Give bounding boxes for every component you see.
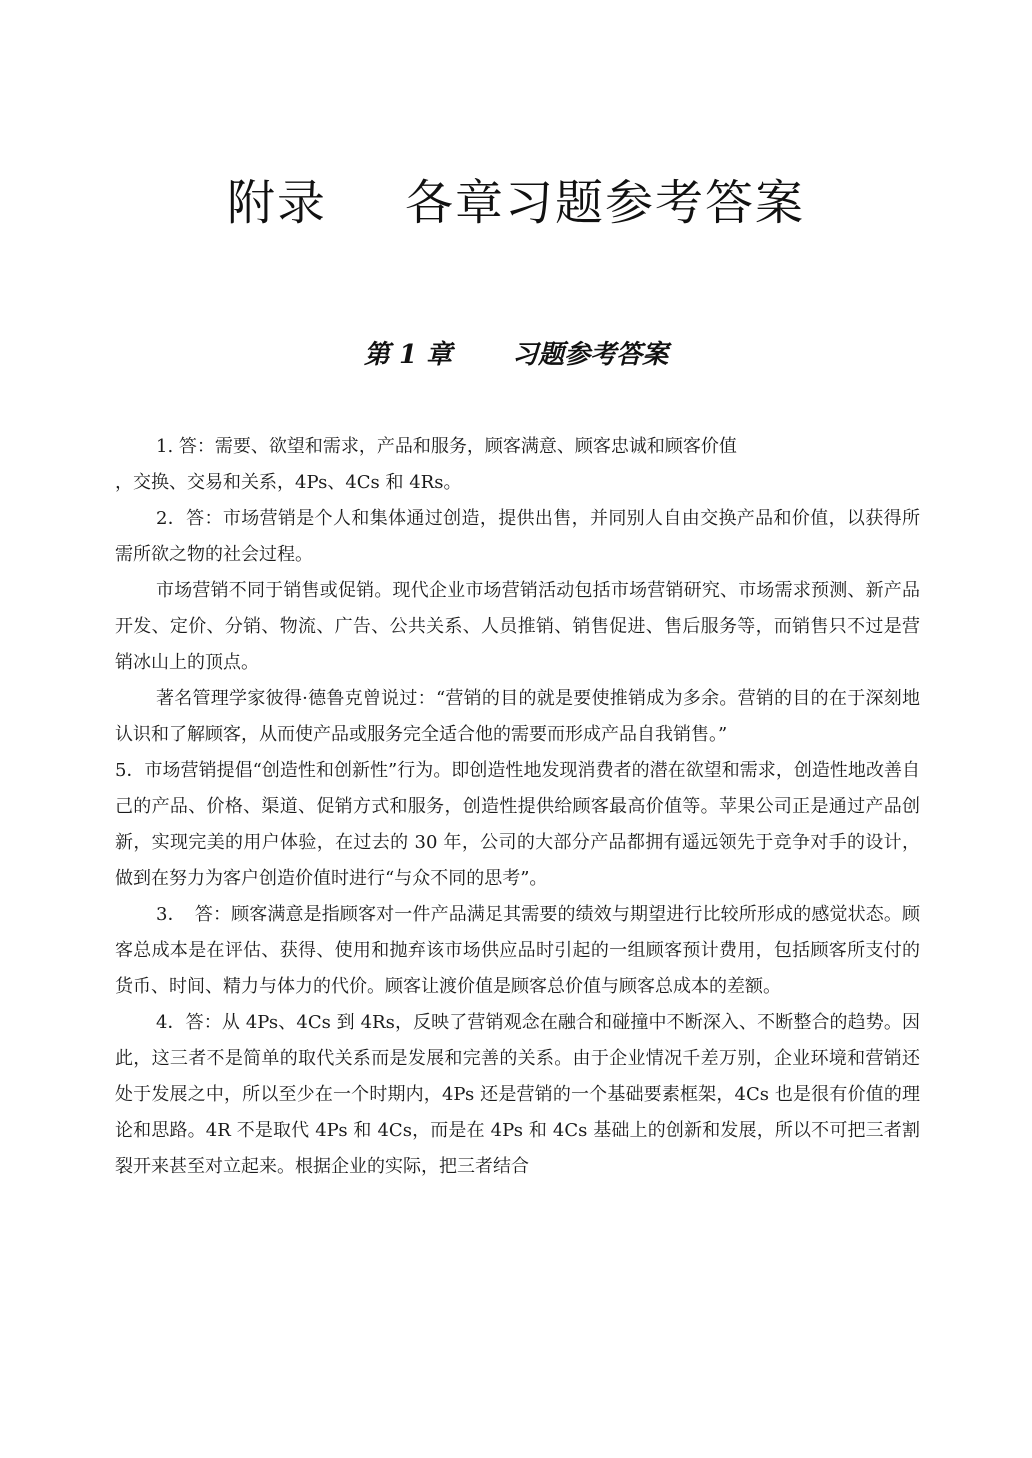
- answer-2-paragraph-4: 5．市场营销提倡“创造性和创新性”行为。即创造性地发现消费者的潜在欲望和需求，创造性地改善自己的产品、价格、渠道、促销方式和服务，创造性提供给顾客最高价值等。苹果公司正是通过产品创新，实现完美的用户体验，在过去的 30 年，公司的大部分产品都拥有遥远领先于竞争对手的设计，做到在努力为客户创造价值时进行“与众不同的思考”。: [115, 760, 920, 889]
- answer-2-paragraph-2: 市场营销不同于销售或促销。现代企业市场营销活动包括市场营销研究、市场需求预测、新产品开发、定价、分销、物流、广告、公共关系、人员推销、销售促进、售后服务等，而销售只不过是营销冰山上的顶点。: [115, 580, 920, 673]
- answer-2-paragraph-3: 著名管理学家彼得·德鲁克曾说过：“营销的目的就是要使推销成为多余。营销的目的在于深刻地认识和了解顾客，从而使产品或服务完全适合他的需要而形成产品自我销售。”: [115, 688, 920, 745]
- answer-3: 3． 答：顾客满意是指顾客对一件产品满足其需要的绩效与期望进行比较所形成的感觉状态。顾客总成本是在评估、获得、使用和抛弃该市场供应品时引起的一组顾客预计费用，包括顾客所支付的货币、时间、精力与体力的代价。顾客让渡价值是顾客总价值与顾客总成本的差额。: [115, 904, 920, 997]
- answer-2: 2．答：市场营销是个人和集体通过创造，提供出售，并同别人自由交换产品和价值，以获得所需所欲之物的社会过程。: [115, 508, 920, 565]
- chapter-heading-text: 习题参考答案: [512, 340, 669, 370]
- chapter-number: 第 1 章: [363, 340, 453, 370]
- answer-1-line-1: 1. 答：需要、欲望和需求，产品和服务，顾客满意、顾客忠诚和顾客价值: [156, 436, 737, 457]
- answer-4: 4．答：从 4Ps、4Cs 到 4Rs，反映了营销观念在融合和碰撞中不断深入、不断整合的趋势。因此，这三者不是简单的取代关系而是发展和完善的关系。由于企业情况千差万别，企业环境和营销还处于发展之中，所以至少在一个时期内，4Ps 还是营销的一个基础要素框架，4Cs 也是很有价值的理论和思路。4R 不是取代 4Ps 和 4Cs，而是在 4Ps 和 4Cs 基础上的创新和发展，所以不可把三者割裂开来甚至对立起来。根据企业的实际，把三者结合: [115, 1012, 920, 1177]
- appendix-label: 附录: [226, 175, 327, 231]
- chapter-heading: [0, 335, 1032, 375]
- answer-body: [115, 429, 920, 1185]
- answer-1-line-2: ，交换、交易和关系，4Ps、4Cs 和 4Rs。: [115, 472, 462, 493]
- appendix-title: [0, 168, 1032, 238]
- appendix-subtitle: 各章习题参考答案: [405, 175, 806, 231]
